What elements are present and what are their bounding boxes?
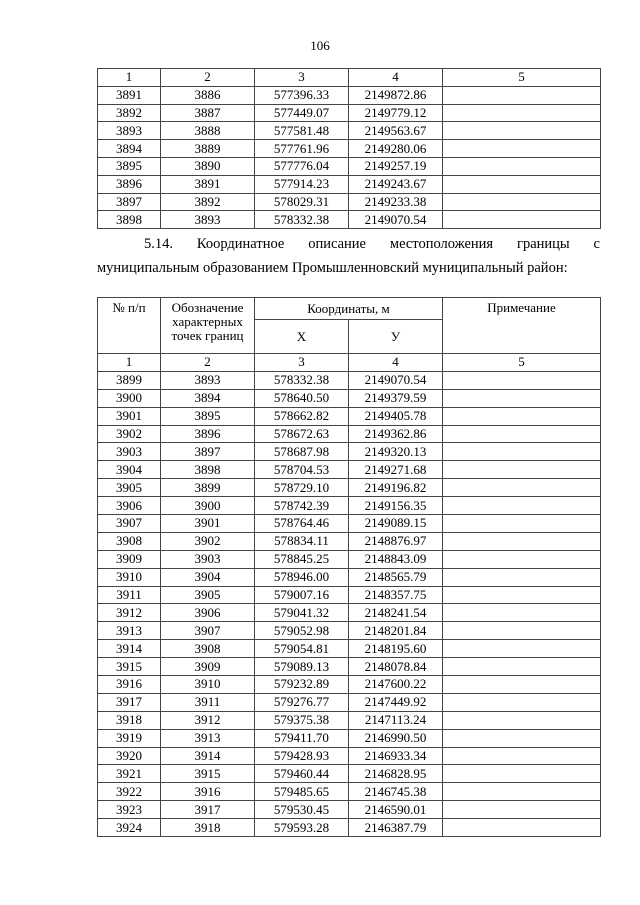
- cell-x: 579460.44: [255, 765, 349, 783]
- cell-note: [443, 586, 601, 604]
- cell-designation: 3909: [161, 658, 255, 676]
- cell-designation: 3907: [161, 622, 255, 640]
- cell-x: 579054.81: [255, 640, 349, 658]
- cell-note: [443, 568, 601, 586]
- cell-note: [443, 801, 601, 819]
- cell-designation: 3888: [161, 122, 255, 140]
- cell-y: 2149280.06: [349, 140, 443, 158]
- header-coords: Координаты, м: [255, 298, 443, 320]
- table-row: [98, 193, 601, 211]
- cell-x: 578687.98: [255, 443, 349, 461]
- cell-num: 3904: [98, 461, 161, 479]
- table-row: [98, 801, 601, 819]
- cell-designation: 3901: [161, 515, 255, 533]
- cell-y: 2149243.67: [349, 175, 443, 193]
- cell-y: 2146933.34: [349, 747, 443, 765]
- cell-x: 578672.63: [255, 425, 349, 443]
- header-num: № п/п: [98, 298, 161, 354]
- header-x: X: [255, 320, 349, 354]
- cell-x: 579593.28: [255, 819, 349, 837]
- cell-designation: 3915: [161, 765, 255, 783]
- cell-y: 2146990.50: [349, 729, 443, 747]
- table-row: [98, 389, 601, 407]
- table-row: [98, 407, 601, 425]
- table-row: [98, 550, 601, 568]
- cell-y: 2149089.15: [349, 515, 443, 533]
- cell-num: 3909: [98, 550, 161, 568]
- cell-note: [443, 747, 601, 765]
- cell-num: 3891: [98, 86, 161, 104]
- cell-y: 2149196.82: [349, 479, 443, 497]
- cell-designation: 3887: [161, 104, 255, 122]
- cell-num: 3912: [98, 604, 161, 622]
- header-y: У: [349, 320, 443, 354]
- cell-num: 3913: [98, 622, 161, 640]
- cell-y: 2149379.59: [349, 389, 443, 407]
- cell-note: [443, 175, 601, 193]
- cell-num: 3897: [98, 193, 161, 211]
- cell-num: 3923: [98, 801, 161, 819]
- cell-num: 3916: [98, 676, 161, 694]
- column-number: 3: [255, 354, 349, 372]
- cell-x: 578834.11: [255, 532, 349, 550]
- cell-designation: 3917: [161, 801, 255, 819]
- cell-num: 3899: [98, 371, 161, 389]
- cell-designation: 3911: [161, 693, 255, 711]
- cell-x: 579041.32: [255, 604, 349, 622]
- cell-designation: 3913: [161, 729, 255, 747]
- cell-y: 2146745.38: [349, 783, 443, 801]
- table-row: [98, 175, 601, 193]
- cell-y: 2149320.13: [349, 443, 443, 461]
- header-designation: Обозначение характерных точек границ: [161, 298, 255, 354]
- cell-designation: 3894: [161, 389, 255, 407]
- cell-y: 2149362.86: [349, 425, 443, 443]
- column-number-row: [98, 69, 601, 87]
- table-row: [98, 425, 601, 443]
- cell-note: [443, 729, 601, 747]
- cell-designation: 3912: [161, 711, 255, 729]
- table-row: [98, 658, 601, 676]
- table-row: [98, 622, 601, 640]
- section-heading-line1: 5.14. Координатное описание местоположения границы с: [144, 236, 600, 252]
- cell-y: 2146828.95: [349, 765, 443, 783]
- cell-num: 3910: [98, 568, 161, 586]
- cell-designation: 3899: [161, 479, 255, 497]
- cell-y: 2147600.22: [349, 676, 443, 694]
- cell-y: 2147449.92: [349, 693, 443, 711]
- table-row: [98, 157, 601, 175]
- cell-note: [443, 604, 601, 622]
- cell-num: 3892: [98, 104, 161, 122]
- cell-designation: 3897: [161, 443, 255, 461]
- cell-num: 3918: [98, 711, 161, 729]
- cell-note: [443, 479, 601, 497]
- cell-note: [443, 389, 601, 407]
- cell-x: 579375.38: [255, 711, 349, 729]
- cell-num: 3911: [98, 586, 161, 604]
- cell-x: 579007.16: [255, 586, 349, 604]
- cell-y: 2149070.54: [349, 211, 443, 229]
- cell-designation: 3918: [161, 819, 255, 837]
- column-number-row: [98, 354, 601, 372]
- cell-x: 579428.93: [255, 747, 349, 765]
- cell-designation: 3893: [161, 371, 255, 389]
- table-row: [98, 104, 601, 122]
- cell-num: 3901: [98, 407, 161, 425]
- cell-designation: 3904: [161, 568, 255, 586]
- cell-num: 3924: [98, 819, 161, 837]
- cell-y: 2146387.79: [349, 819, 443, 837]
- cell-note: [443, 532, 601, 550]
- cell-designation: 3902: [161, 532, 255, 550]
- table-row: [98, 122, 601, 140]
- cell-num: 3921: [98, 765, 161, 783]
- cell-note: [443, 157, 601, 175]
- cell-x: 579276.77: [255, 693, 349, 711]
- cell-designation: 3905: [161, 586, 255, 604]
- cell-note: [443, 407, 601, 425]
- cell-x: 577449.07: [255, 104, 349, 122]
- cell-x: 578742.39: [255, 497, 349, 515]
- cell-note: [443, 211, 601, 229]
- cell-y: 2147113.24: [349, 711, 443, 729]
- cell-designation: 3893: [161, 211, 255, 229]
- cell-num: 3893: [98, 122, 161, 140]
- table-row: [98, 640, 601, 658]
- cell-x: 579089.13: [255, 658, 349, 676]
- cell-y: 2149872.86: [349, 86, 443, 104]
- cell-num: 3894: [98, 140, 161, 158]
- coordinates-table-continued: [97, 68, 601, 229]
- cell-note: [443, 676, 601, 694]
- cell-note: [443, 122, 601, 140]
- cell-y: 2149257.19: [349, 157, 443, 175]
- cell-note: [443, 658, 601, 676]
- section-heading-line2: муниципальным образованием Промышленновский муниципальный район:: [97, 260, 568, 276]
- cell-x: 578845.25: [255, 550, 349, 568]
- cell-num: 3903: [98, 443, 161, 461]
- cell-x: 578764.46: [255, 515, 349, 533]
- cell-y: 2149070.54: [349, 371, 443, 389]
- column-number: 5: [443, 354, 601, 372]
- column-number: 3: [255, 69, 349, 87]
- cell-note: [443, 86, 601, 104]
- column-number: 4: [349, 69, 443, 87]
- cell-x: 578332.38: [255, 211, 349, 229]
- cell-x: 579530.45: [255, 801, 349, 819]
- cell-note: [443, 515, 601, 533]
- cell-y: 2149233.38: [349, 193, 443, 211]
- cell-num: 3914: [98, 640, 161, 658]
- cell-designation: 3892: [161, 193, 255, 211]
- table-row: [98, 604, 601, 622]
- cell-designation: 3908: [161, 640, 255, 658]
- cell-x: 577914.23: [255, 175, 349, 193]
- cell-x: 578332.38: [255, 371, 349, 389]
- cell-x: 577761.96: [255, 140, 349, 158]
- table-row: [98, 371, 601, 389]
- cell-num: 3920: [98, 747, 161, 765]
- table-row: [98, 86, 601, 104]
- cell-note: [443, 425, 601, 443]
- cell-num: 3907: [98, 515, 161, 533]
- cell-note: [443, 461, 601, 479]
- cell-num: 3900: [98, 389, 161, 407]
- column-number: 2: [161, 69, 255, 87]
- table-row: [98, 532, 601, 550]
- cell-x: 579485.65: [255, 783, 349, 801]
- cell-y: 2148078.84: [349, 658, 443, 676]
- cell-x: 577396.33: [255, 86, 349, 104]
- cell-designation: 3910: [161, 676, 255, 694]
- page-number: 106: [310, 38, 330, 53]
- column-number: 4: [349, 354, 443, 372]
- cell-y: 2148201.84: [349, 622, 443, 640]
- cell-x: 579052.98: [255, 622, 349, 640]
- table-row: [98, 783, 601, 801]
- table-row: [98, 693, 601, 711]
- cell-note: [443, 193, 601, 211]
- cell-x: 578946.00: [255, 568, 349, 586]
- table-row: [98, 140, 601, 158]
- cell-x: 578704.53: [255, 461, 349, 479]
- cell-note: [443, 819, 601, 837]
- cell-designation: 3896: [161, 425, 255, 443]
- cell-y: 2149271.68: [349, 461, 443, 479]
- cell-designation: 3906: [161, 604, 255, 622]
- cell-note: [443, 765, 601, 783]
- table-row: [98, 711, 601, 729]
- cell-designation: 3895: [161, 407, 255, 425]
- cell-num: 3902: [98, 425, 161, 443]
- cell-num: 3915: [98, 658, 161, 676]
- cell-designation: 3889: [161, 140, 255, 158]
- cell-x: 578729.10: [255, 479, 349, 497]
- cell-designation: 3900: [161, 497, 255, 515]
- table-row: [98, 211, 601, 229]
- cell-note: [443, 622, 601, 640]
- cell-y: 2149405.78: [349, 407, 443, 425]
- cell-note: [443, 140, 601, 158]
- cell-num: 3905: [98, 479, 161, 497]
- cell-y: 2148241.54: [349, 604, 443, 622]
- cell-note: [443, 497, 601, 515]
- cell-designation: 3891: [161, 175, 255, 193]
- cell-y: 2148843.09: [349, 550, 443, 568]
- cell-num: 3922: [98, 783, 161, 801]
- table-row: [98, 479, 601, 497]
- table-row: [98, 586, 601, 604]
- cell-y: 2149156.35: [349, 497, 443, 515]
- cell-y: 2148876.97: [349, 532, 443, 550]
- column-number: 2: [161, 354, 255, 372]
- cell-x: 578640.50: [255, 389, 349, 407]
- cell-note: [443, 783, 601, 801]
- cell-x: 577776.04: [255, 157, 349, 175]
- coordinates-table: [97, 297, 601, 837]
- cell-num: 3896: [98, 175, 161, 193]
- cell-designation: 3898: [161, 461, 255, 479]
- cell-num: 3895: [98, 157, 161, 175]
- table-row: [98, 747, 601, 765]
- cell-designation: 3903: [161, 550, 255, 568]
- column-number: 1: [98, 354, 161, 372]
- cell-designation: 3886: [161, 86, 255, 104]
- table-row: [98, 497, 601, 515]
- cell-designation: 3890: [161, 157, 255, 175]
- column-number: 5: [443, 69, 601, 87]
- table-row: [98, 568, 601, 586]
- table-row: [98, 443, 601, 461]
- table-row: [98, 819, 601, 837]
- cell-y: 2148565.79: [349, 568, 443, 586]
- cell-num: 3917: [98, 693, 161, 711]
- cell-y: 2148195.60: [349, 640, 443, 658]
- cell-designation: 3914: [161, 747, 255, 765]
- cell-x: 577581.48: [255, 122, 349, 140]
- cell-y: 2149779.12: [349, 104, 443, 122]
- header-note: Примечание: [443, 298, 601, 354]
- cell-y: 2148357.75: [349, 586, 443, 604]
- cell-note: [443, 550, 601, 568]
- cell-y: 2146590.01: [349, 801, 443, 819]
- table-row: [98, 515, 601, 533]
- table-row: [98, 676, 601, 694]
- cell-note: [443, 104, 601, 122]
- table-row: [98, 765, 601, 783]
- table-row: [98, 729, 601, 747]
- cell-note: [443, 711, 601, 729]
- cell-note: [443, 443, 601, 461]
- cell-num: 3908: [98, 532, 161, 550]
- cell-note: [443, 693, 601, 711]
- cell-x: 578662.82: [255, 407, 349, 425]
- cell-designation: 3916: [161, 783, 255, 801]
- cell-y: 2149563.67: [349, 122, 443, 140]
- cell-note: [443, 371, 601, 389]
- cell-num: 3919: [98, 729, 161, 747]
- table-row: [98, 461, 601, 479]
- cell-x: 579411.70: [255, 729, 349, 747]
- cell-x: 578029.31: [255, 193, 349, 211]
- cell-note: [443, 640, 601, 658]
- cell-num: 3898: [98, 211, 161, 229]
- cell-num: 3906: [98, 497, 161, 515]
- column-number: 1: [98, 69, 161, 87]
- cell-x: 579232.89: [255, 676, 349, 694]
